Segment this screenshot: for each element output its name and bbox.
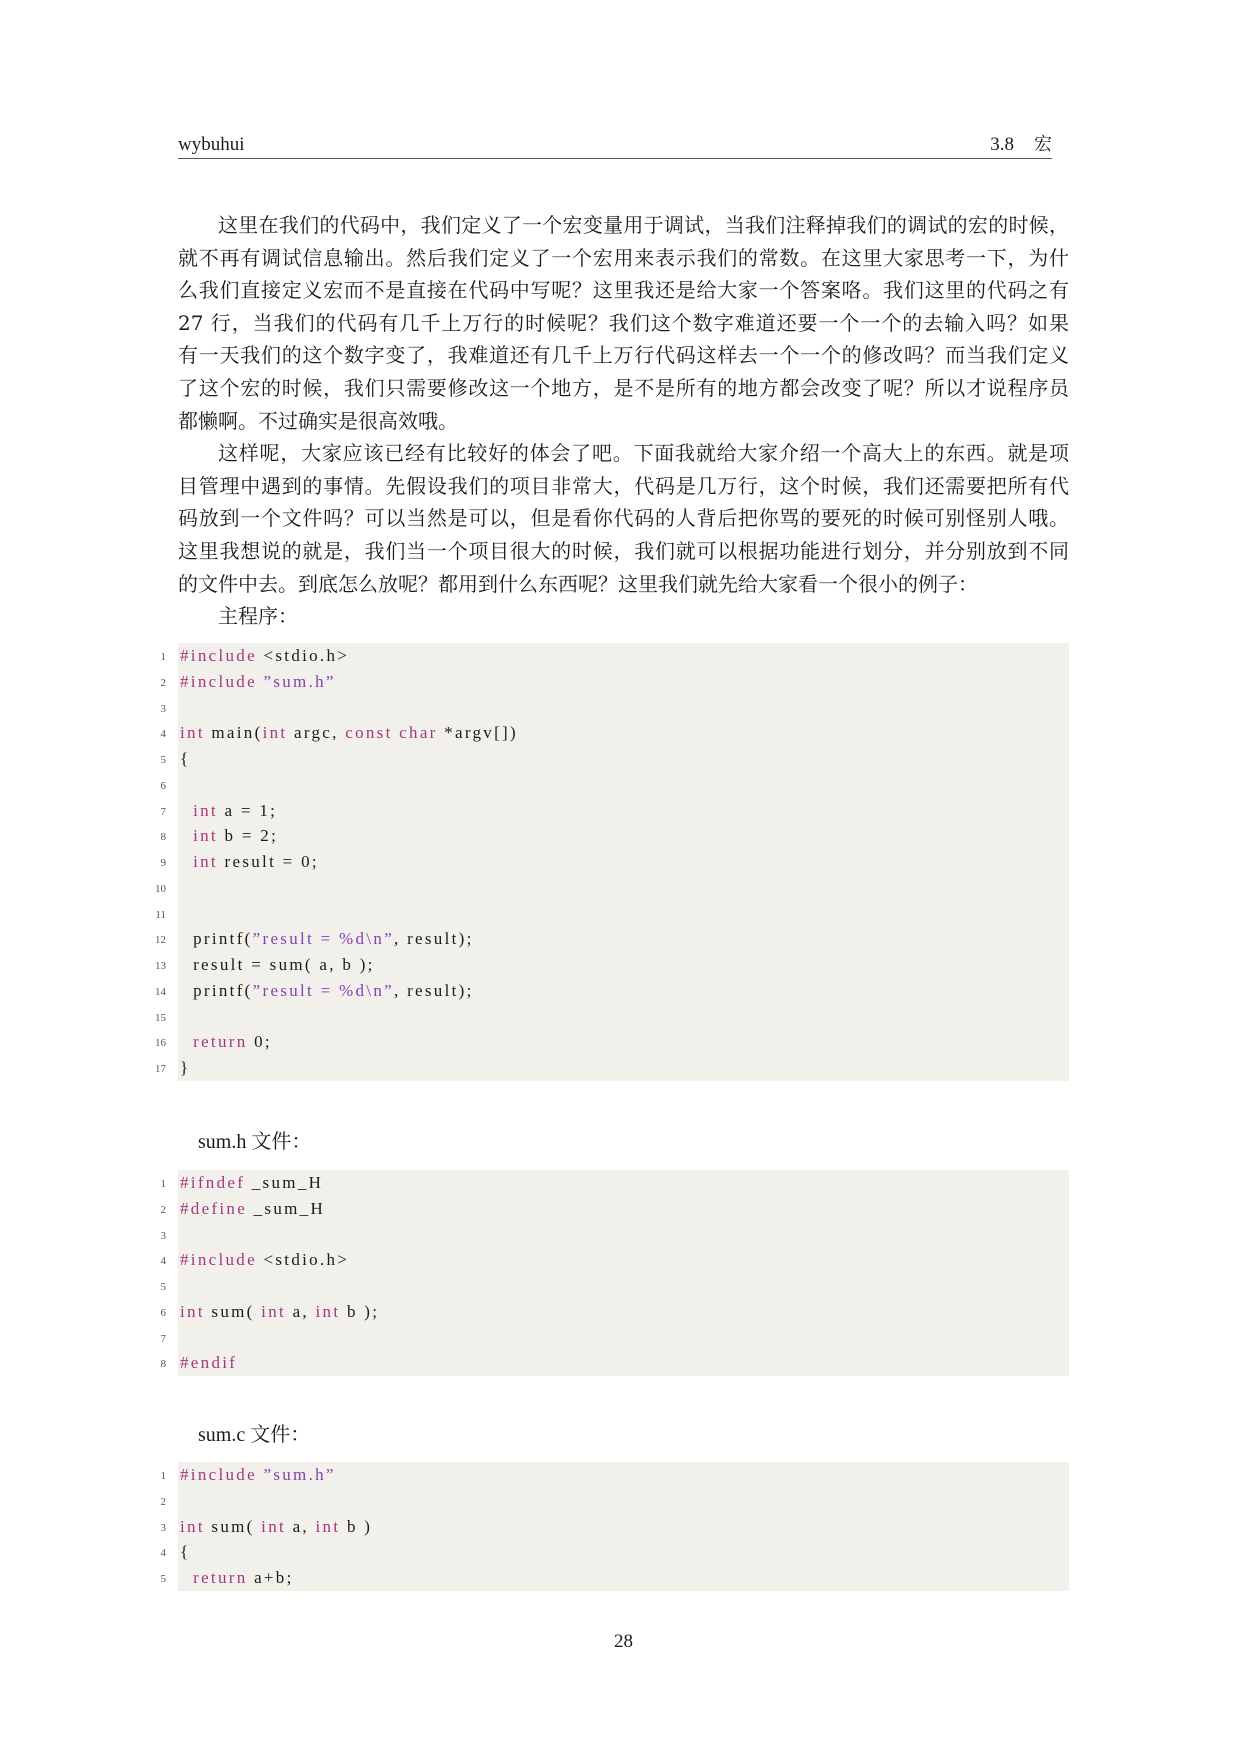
code-line xyxy=(160,669,1069,695)
code-source xyxy=(180,1299,379,1325)
text-line: 目管理中遇到的事情。先假设我们的项目非常大，代码是几万行，这个时候，我们还需要把所有代 xyxy=(178,473,1069,498)
code-source xyxy=(180,798,277,824)
code-line xyxy=(160,1488,1069,1514)
code-keyword: const xyxy=(345,723,393,743)
text-line: 都懒啊。不过确实是很高效哦。 xyxy=(178,408,458,433)
running-title: wybuhui xyxy=(178,134,245,155)
code-text xyxy=(180,1568,193,1587)
line-number: 1 xyxy=(160,1470,166,1482)
code-source xyxy=(180,1565,294,1591)
code-block-sum-c xyxy=(160,1462,1069,1591)
code-keyword: int xyxy=(261,1301,287,1321)
code-block-sum-h xyxy=(160,1170,1069,1376)
code-keyword: int xyxy=(315,1516,341,1536)
line-number: 3 xyxy=(160,702,166,715)
code-keyword: #include xyxy=(180,1465,257,1484)
code-line xyxy=(160,1273,1069,1299)
code-keyword: int xyxy=(315,1301,341,1321)
code-string: ”result = %d\n” xyxy=(252,980,394,1000)
code-line xyxy=(160,1565,1069,1591)
code-line xyxy=(160,1350,1069,1376)
code-string: ”sum.h” xyxy=(263,671,336,691)
code-line xyxy=(160,849,1069,875)
code-text: b ) xyxy=(340,1516,373,1536)
code-line xyxy=(160,720,1069,746)
code-line xyxy=(160,823,1069,849)
code-source xyxy=(180,978,474,1004)
code-line xyxy=(155,901,1069,927)
line-number: 7 xyxy=(160,1332,166,1345)
text-line: 这里我想说的就是，我们当一个项目很大的时候，我们就可以根据功能进行划分，并分别放到不同 xyxy=(178,538,1069,563)
line-number: 14 xyxy=(155,985,166,998)
code-text: printf( xyxy=(180,929,253,949)
code-line xyxy=(160,798,1069,824)
sum-h-label: sum.h 文件： xyxy=(198,1131,312,1153)
code-text: *argv[]) xyxy=(437,723,518,743)
code-text: printf( xyxy=(180,980,253,1000)
code-source xyxy=(180,823,278,849)
line-number: 13 xyxy=(155,960,166,972)
code-text xyxy=(180,852,193,871)
code-text: <stdio.h> xyxy=(256,1250,350,1270)
code-string: ”result = %d\n” xyxy=(252,929,394,949)
line-number: 8 xyxy=(160,1358,166,1371)
code-keyword: #define xyxy=(180,1198,248,1218)
sum-c-label: sum.c 文件： xyxy=(198,1424,311,1446)
line-number: 1 xyxy=(160,651,166,663)
text-line: 有一天我们的这个数字变了，我难道还有几千上万行代码这样去一个一个的修改吗？而当我们定义 xyxy=(178,343,1069,368)
code-keyword: #include xyxy=(180,1250,257,1270)
code-line xyxy=(155,1055,1069,1081)
code-source xyxy=(180,1462,336,1488)
line-number: 17 xyxy=(155,1063,166,1075)
code-line xyxy=(160,1462,1069,1488)
line-number: 3 xyxy=(160,1521,166,1534)
main-program-label: 主程序： xyxy=(218,604,298,629)
line-number: 16 xyxy=(155,1037,166,1050)
code-text: } xyxy=(180,1058,191,1077)
code-keyword: int xyxy=(261,1516,287,1536)
code-source xyxy=(180,926,474,952)
code-text: 0; xyxy=(247,1032,272,1052)
code-text xyxy=(180,1032,193,1051)
code-keyword: int xyxy=(193,852,218,871)
line-number: 11 xyxy=(155,908,166,921)
code-text: a = 1; xyxy=(217,800,278,820)
code-text xyxy=(180,801,193,820)
line-number: 2 xyxy=(160,676,166,689)
code-source xyxy=(180,1350,237,1376)
code-text: _sum_H xyxy=(245,1173,324,1192)
line-number: 12 xyxy=(155,934,166,947)
line-number: 4 xyxy=(160,728,166,741)
code-keyword: int xyxy=(180,1301,205,1321)
line-number: 1 xyxy=(160,1178,166,1190)
code-keyword: int xyxy=(193,800,218,820)
code-keyword: int xyxy=(193,826,218,846)
code-source xyxy=(180,1196,325,1222)
code-keyword: int xyxy=(262,723,288,743)
code-text: result = 0; xyxy=(217,852,319,871)
paragraph-2 xyxy=(178,437,1069,600)
code-keyword: int xyxy=(180,723,205,743)
code-source xyxy=(180,1539,190,1565)
text-line: 这样呢，大家应该已经有比较好的体会了吧。下面我就给大家介绍一个高大上的东西。就是项 xyxy=(218,441,1069,466)
code-line xyxy=(155,952,1069,978)
code-source xyxy=(180,1055,190,1081)
section-number: 3.8 xyxy=(990,134,1014,155)
code-source xyxy=(180,1029,272,1055)
code-string: ”sum.h” xyxy=(263,1465,336,1484)
text-line: 了这个宏的时候，我们只需要修改这一个地方，是不是所有的地方都会改变了呢？所以才说程序员 xyxy=(178,375,1069,400)
text-line: 么我们直接定义宏而不是直接在代码中写呢？这里我还是给大家一个答案咯。我们这里的代码之有 xyxy=(178,278,1069,303)
code-source xyxy=(180,669,336,695)
code-source xyxy=(180,720,518,746)
line-number: 10 xyxy=(155,882,166,895)
code-text: { xyxy=(180,1542,191,1562)
code-block-main-program xyxy=(155,643,1069,1081)
line-number: 8 xyxy=(160,831,166,844)
line-number: 4 xyxy=(160,1547,166,1560)
code-text: main( xyxy=(204,723,263,743)
code-line xyxy=(155,1029,1069,1055)
line-number: 7 xyxy=(160,805,166,818)
code-line xyxy=(155,1004,1069,1030)
text-line: 这里在我们的代码中，我们定义了一个宏变量用于调试，当我们注释掉我们的调试的宏的时候， xyxy=(218,213,1069,237)
line-number: 5 xyxy=(160,754,166,766)
code-source xyxy=(180,643,349,669)
code-text: sum( xyxy=(204,1301,262,1321)
code-line xyxy=(155,978,1069,1004)
running-header xyxy=(178,134,1052,159)
text-line: 码放到一个文件吗？可以当然是可以，但是看你代码的人背后把你骂的要死的时候可别怪别人哦。 xyxy=(178,506,1069,531)
code-keyword: int xyxy=(180,1516,205,1536)
line-number: 3 xyxy=(160,1229,166,1242)
code-text: { xyxy=(180,749,191,768)
page-number: 28 xyxy=(614,1631,633,1652)
code-line xyxy=(160,772,1069,798)
text-line: 27 行，当我们的代码有几千上万行的时候呢？我们这个数字难道还要一个一个的去输入吗？如果 xyxy=(178,310,1069,335)
code-source xyxy=(180,849,319,875)
code-keyword: return xyxy=(193,1568,248,1587)
code-text: b = 2; xyxy=(217,826,279,846)
line-number: 9 xyxy=(160,857,166,869)
line-number: 5 xyxy=(160,1573,166,1585)
line-number: 6 xyxy=(160,779,166,792)
code-line xyxy=(160,1222,1069,1248)
text-line: 的文件中去。到底怎么放呢？都用到什么东西呢？这里我们就先给大家看一个很小的例子： xyxy=(178,571,978,596)
code-line xyxy=(160,1514,1069,1540)
code-text: argc, xyxy=(287,723,346,743)
line-number: 5 xyxy=(160,1281,166,1293)
line-number: 2 xyxy=(160,1495,166,1508)
code-text: , result); xyxy=(393,929,474,949)
code-source xyxy=(180,952,375,978)
code-text: a, xyxy=(286,1301,316,1321)
line-number: 15 xyxy=(155,1011,166,1024)
code-text: , result); xyxy=(393,980,474,1000)
code-text: result = sum( a, b ); xyxy=(180,955,375,974)
code-keyword: #endif xyxy=(180,1353,238,1373)
line-number: 2 xyxy=(160,1203,166,1216)
code-line xyxy=(160,1170,1069,1196)
section-heading xyxy=(990,134,1052,156)
code-keyword: #include xyxy=(180,646,257,665)
code-line xyxy=(160,695,1069,721)
body-text xyxy=(178,209,1069,633)
code-keyword: char xyxy=(399,723,438,743)
code-line xyxy=(155,875,1069,901)
code-source xyxy=(180,1170,323,1196)
code-line xyxy=(160,643,1069,669)
code-line xyxy=(160,1299,1069,1325)
code-text: sum( xyxy=(204,1516,262,1536)
code-line xyxy=(155,926,1069,952)
code-source xyxy=(180,1514,372,1540)
code-text: a+b; xyxy=(247,1568,294,1587)
code-keyword: #ifndef xyxy=(180,1173,246,1192)
code-text: b ); xyxy=(340,1301,380,1321)
code-text: a, xyxy=(286,1516,316,1536)
code-keyword: #include xyxy=(180,671,257,691)
code-line xyxy=(160,1196,1069,1222)
section-title: 宏 xyxy=(1034,134,1052,155)
line-number: 4 xyxy=(160,1255,166,1268)
code-line xyxy=(160,746,1069,772)
code-keyword: return xyxy=(193,1032,248,1052)
code-text xyxy=(180,826,193,845)
paragraph-1 xyxy=(178,209,1069,437)
text-line: 就不再有调试信息输出。然后我们定义了一个宏用来表示我们的常数。在这里大家思考一下，为什 xyxy=(178,245,1069,270)
code-text: <stdio.h> xyxy=(256,646,350,665)
code-line xyxy=(160,1539,1069,1565)
code-text: _sum_H xyxy=(247,1198,326,1218)
code-line xyxy=(160,1247,1069,1273)
line-number: 6 xyxy=(160,1306,166,1319)
code-source xyxy=(180,1247,349,1273)
code-line xyxy=(160,1325,1069,1351)
code-source xyxy=(180,746,190,772)
